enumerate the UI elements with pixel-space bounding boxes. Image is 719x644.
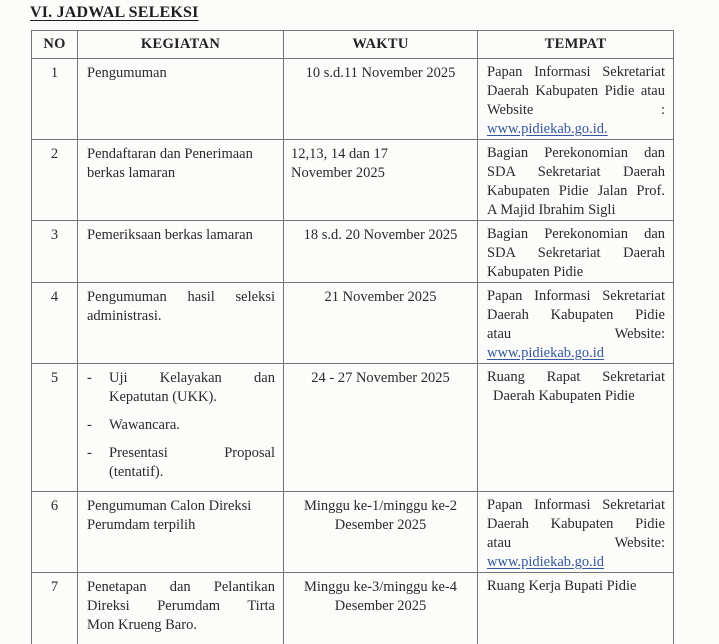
kegiatan-line: administrasi. [87,308,162,324]
tempat-pair-right: Website: [614,535,665,551]
kegiatan-cell [78,573,284,644]
list-item [87,416,275,435]
schedule-table [31,30,674,644]
tempat-pair-left: atau [487,535,512,551]
kegiatan-line: Presentasi Proposal [109,445,275,461]
row-number: 4 [32,283,78,364]
tempat-cell [478,573,674,644]
waktu-cell [284,573,478,644]
tempat-line: Daerah Kabupaten Pidie [487,307,665,323]
section-title: VI. JADWAL SELEKSI [30,4,199,21]
tempat-line: Kabupaten Pidie Jalan Prof. [487,183,665,199]
waktu-cell [284,364,478,492]
kegiatan-line: Wawancara. [109,417,180,433]
tempat-line: Bagian Perekonomian dan [487,145,665,161]
tempat-line [487,325,665,344]
tempat-line: Ruang Kerja Bupati Pidie [487,578,637,594]
waktu-line: 12,13, 14 dan 17 [291,146,389,162]
waktu-line: Desember 2025 [334,598,427,614]
kegiatan-cell [78,59,284,140]
row-number: 1 [32,59,78,140]
kegiatan-line: Pemeriksaan berkas lamaran [87,227,253,243]
row-number: 7 [32,573,78,644]
dash-bullet: - [87,445,92,461]
kegiatan-line: Perumdam terpilih [87,517,196,533]
tempat-cell [478,59,674,140]
col-header-kegiatan: KEGIATAN [78,31,284,59]
tempat-line: A Majid Ibrahim Sigli [487,202,616,218]
dash-bullet: - [87,417,92,433]
table-row [32,221,674,283]
tempat-line: SDA Sekretariat Daerah [487,245,665,261]
tempat-line: Papan Informasi Sekretariat [487,497,665,513]
waktu-line: November 2025 [291,165,385,181]
kegiatan-cell [78,140,284,221]
tempat-cell [478,140,674,221]
tempat-pair-right: Website: [614,326,665,342]
list-item [87,369,275,407]
header-row [32,31,674,59]
kegiatan-cell [78,364,284,492]
kegiatan-line: Mon Krueng Baro. [87,617,197,633]
tempat-line: SDA Sekretariat Daerah [487,164,665,180]
tempat-cell [478,364,674,492]
waktu-cell [284,140,478,221]
tempat-cell [478,492,674,573]
tempat-cell [478,221,674,283]
row-number: 5 [32,364,78,492]
tempat-line: Daerah Kabupaten Pidie [487,516,665,532]
tempat-cell [478,283,674,364]
website-link[interactable]: www.pidiekab.go.id. [487,121,608,137]
waktu-line: 18 s.d. 20 November 2025 [303,227,458,243]
waktu-line: 10 s.d.11 November 2025 [305,65,456,81]
waktu-cell [284,59,478,140]
waktu-line: Minggu ke-1/minggu ke-2 [303,498,458,514]
waktu-line: Desember 2025 [334,517,427,533]
tempat-line: Daerah Kabupaten Pidie [493,388,635,404]
kegiatan-line: Kepatutan (UKK). [109,389,217,405]
waktu-cell [284,221,478,283]
row-number: 6 [32,492,78,573]
table-row [32,573,674,644]
col-header-no: NO [32,31,78,59]
table-row [32,364,674,492]
col-header-waktu: WAKTU [284,31,478,59]
tempat-line: Ruang Rapat Sekretariat [487,369,665,385]
waktu-line: 21 November 2025 [324,289,437,305]
kegiatan-cell [78,283,284,364]
tempat-pair-right: : [660,102,665,118]
kegiatan-line: berkas lamaran [87,165,176,181]
table-row [32,283,674,364]
tempat-line: Papan Informasi Sekretariat [487,288,665,304]
tempat-line: Kabupaten Pidie [487,264,584,280]
tempat-pair-left: atau [487,326,512,342]
kegiatan-cell [78,221,284,283]
waktu-line: 24 - 27 November 2025 [311,370,450,386]
kegiatan-line: Uji Kelayakan dan [109,370,275,386]
table-row [32,492,674,573]
table-row [32,59,674,140]
tempat-line: Papan Informasi Sekretariat [487,64,665,80]
tempat-line: Bagian Perekonomian dan [487,226,665,242]
kegiatan-cell [78,492,284,573]
tempat-line: Daerah Kabupaten Pidie atau [487,83,665,99]
row-number: 3 [32,221,78,283]
row-number: 2 [32,140,78,221]
waktu-cell [284,283,478,364]
table-row [32,140,674,221]
tempat-pair-left: Website [487,102,534,118]
website-link[interactable]: www.pidiekab.go.id [487,345,605,361]
kegiatan-line: Pengumuman hasil seleksi [87,289,275,305]
kegiatan-line: Pengumuman [87,65,167,81]
website-link[interactable]: www.pidiekab.go.id [487,554,605,570]
kegiatan-line: Pendaftaran dan Penerimaan [87,146,253,162]
dash-bullet: - [87,370,92,386]
kegiatan-line: Penetapan dan Pelantikan [87,579,275,595]
list-item [87,444,275,482]
kegiatan-line: Direksi Perumdam Tirta [87,598,275,614]
tempat-line [487,101,665,120]
waktu-cell [284,492,478,573]
kegiatan-line: (tentatif). [109,464,164,480]
col-header-tempat: TEMPAT [478,31,674,59]
tempat-line [487,534,665,553]
kegiatan-line: Pengumuman Calon Direksi [87,498,252,514]
waktu-line: Minggu ke-3/minggu ke-4 [303,579,458,595]
